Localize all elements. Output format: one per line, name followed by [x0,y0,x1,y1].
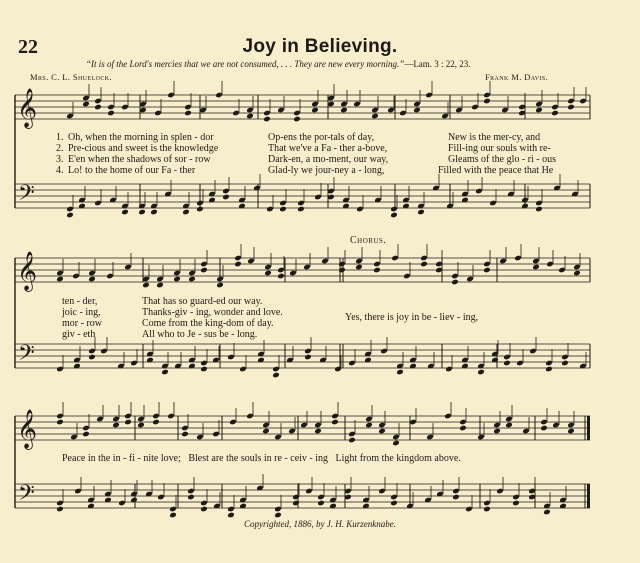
s3-treble-note [112,422,120,429]
s2-treble-note [573,270,581,277]
s3-bass-note [317,500,325,507]
s1-treble-note [107,110,115,117]
s2-treble-note [355,264,363,271]
s1-treble-note [263,116,271,123]
epigraph-text: “It is of the Lord's mercies that we are not consumed, . . . They are new every morning.” [86,59,405,69]
s1-bass-note [279,206,287,213]
s1-bass-note [417,209,425,216]
s3-treble-note [493,428,501,435]
s1-treble-note [293,116,301,123]
s1-treble-note [311,107,319,114]
s2-treble-note [373,267,381,274]
s2-treble-note [200,267,208,274]
s2-bass-note [396,369,404,376]
chorus-label: Chorus. [350,235,387,246]
s2-bass-note [272,372,280,379]
s1-bass-note [297,206,305,213]
s2-bass-note [561,360,569,367]
s3-bass-note [452,494,460,501]
s2-treble-note [277,273,285,280]
s2-treble-note [234,261,242,268]
s2-line-2b: Thanks-giv - ing, wonder and love. [142,307,283,318]
s3-bass-clef: 𝄢 [18,481,35,511]
s3-treble-note [262,428,270,435]
s3-bass-note [274,512,282,519]
s1-treble-note [246,113,254,120]
s3-bass-note [292,500,300,507]
s2-treble-note [264,270,272,277]
s2-treble-note [338,267,346,274]
s3-final-barline [587,416,590,440]
s3-treble-clef: 𝄞 [17,409,38,449]
s2-bass-note [200,366,208,373]
verse-line-3b: Dark-en, a mo-ment, our way, [268,154,389,165]
s1-bass-note [390,212,398,219]
s2-treble-note [56,276,64,283]
s3-treble-note [82,431,90,438]
s3-bass-note [187,494,195,501]
verse-line-4c: Filled with the peace that He [438,165,554,176]
s1-treble-note [371,113,379,120]
s2-treble-note [216,282,224,289]
s2-bass-note [161,369,169,376]
copyright-notice: Copyrighted, 1886, by J. H. Kurzenknabe. [244,519,396,529]
verse-line-1b: Op-ens the por-tals of day, [268,132,375,143]
verse-line-2b: That we've a Fa - ther a-bove, [268,143,388,154]
s1-bass-note [138,209,146,216]
s2-bass-note [304,354,312,361]
verse-line-3c: Gleams of the glo - ri - ous [448,154,557,165]
verse-line-3: 3. E'en when the shadows of sor - row [56,154,211,165]
author-credit: Mrs. C. L. Shuelock. [30,72,113,82]
verse-line-4b: Glad-ly we jour-ney a - long, [268,165,385,176]
s3-treble-note [152,419,160,426]
s3-treble-note [378,428,386,435]
s3-bass-note [56,506,64,513]
s3-treble-note [567,428,575,435]
composer-credit: Frank M. Davis. [485,72,549,82]
verse-line-2: 2. Pre-cious and sweet is the knowledge [56,143,219,154]
system3-lyrics: Peace in the in - fi - nite love; Blest are the souls in re - ceiv - ing Light from the kingdom above. [62,453,461,464]
s3-treble-note [56,419,64,426]
s2-treble-note [173,276,181,283]
s1-bass-note [222,194,230,201]
s1-treble-note [551,110,559,117]
s1-treble-note [567,104,575,111]
s2-treble-note [451,279,459,286]
s2-treble-note [532,264,540,271]
s3-treble-note [540,425,548,432]
s3-treble-note [181,431,189,438]
s3-bass-note [390,500,398,507]
s2-treble-note [483,267,491,274]
s3-treble-note [392,440,400,447]
s2-bass-note [88,354,96,361]
s1-bass-note [535,206,543,213]
s3-treble-note [137,422,145,429]
s3-treble-note [331,419,339,426]
s3-bass-note [169,512,177,519]
s2-treble-note [188,276,196,283]
verse-line-1: 1. Oh, when the morning in splen - dor [56,132,214,143]
s2-line-2a: joic - ing, [62,307,101,318]
epigraph-reference: —Lam. 3 : 22, 23. [404,59,471,69]
s2-treble-note [88,276,96,283]
s3-final-barline [587,484,590,508]
s1-bass-note [182,209,190,216]
s3-treble-note [505,422,513,429]
s3-treble-note [124,419,132,426]
s3-bass-note [200,506,208,513]
s3-treble-note [365,422,373,429]
s3-bass-note [227,512,235,519]
s1-treble-note [94,104,102,111]
s3-bass-note [543,509,551,516]
s1-bass-note [121,209,129,216]
s2-line-3a: mor - row [62,318,102,329]
page-number: 22 [18,36,38,58]
s2-line-4a: giv - eth [62,329,96,340]
s1-treble-clef: 𝄞 [17,88,38,128]
verse-line-2c: Fill-ing our souls with re- [448,143,551,154]
s3-bass-note [512,500,520,507]
s1-treble-note [535,107,543,114]
verse-line-1c: New is the mer-cy, and [448,132,541,143]
s3-treble-note [348,437,356,444]
s1-bass-clef: 𝄢 [18,181,35,211]
s3-treble-note [459,425,467,432]
s1-bass-note [150,209,158,216]
s1-treble-note [82,101,90,108]
s2-treble-clef: 𝄞 [17,251,38,291]
s2-bass-note [477,369,485,376]
s1-treble-note [184,110,192,117]
s2-line-3b: Come from the king-dom of day. [142,318,274,329]
s2-bass-clef: 𝄢 [18,341,35,371]
s1-bass-note [66,212,74,219]
s2-bass-note [545,366,553,373]
chorus-lyrics: Yes, there is joy in be - liev - ing, [345,312,479,323]
s1-treble-note [413,107,421,114]
s1-treble-note [340,107,348,114]
s2-treble-note [156,282,164,289]
s1-treble-note [483,98,491,105]
s3-bass-note [483,506,491,513]
s2-bass-note [503,360,511,367]
s2-treble-note [142,282,150,289]
hymn-title: Joy in Believing. [242,36,398,57]
s2-treble-note [420,261,428,268]
s2-line-4b: All who to Je - sus be - long. [142,329,258,340]
s2-line-1b: That has so guard-ed our way. [142,296,263,307]
s2-line-1a: ten - der, [62,296,98,307]
s3-treble-note [314,428,322,435]
verse-line-4: 4. Lo! to the home of our Fa - ther [56,165,196,176]
